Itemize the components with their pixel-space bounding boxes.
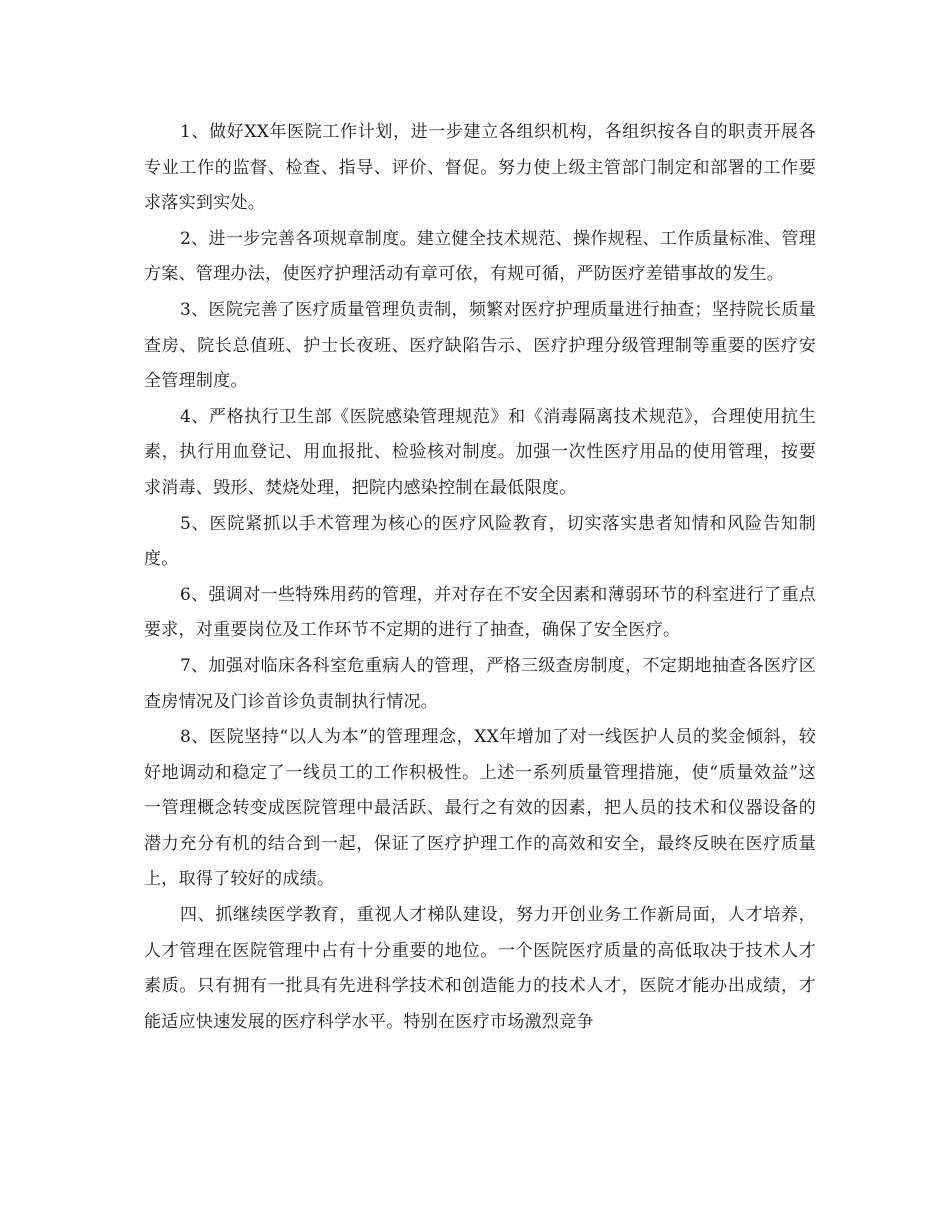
paragraph-5: 5、医院紧抓以手术管理为核心的医疗风险教育，切实落实患者知情和风险告知制度。 [144,513,816,570]
paragraph-6: 6、强调对一些特殊用药的管理，并对存在不安全因素和薄弱环节的科室进行了重点要求，对重要岗位及工作环节不定期的进行了抽查，确保了安全医疗。 [144,584,816,641]
paragraph-7: 7、加强对临床各科室危重病人的管理，严格三级查房制度，不定期地抽查各医疗区查房情况及门诊首诊负责制执行情况。 [144,655,816,712]
paragraph-1: 1、做好XX年医院工作计划，进一步建立各组织机构，各组织按各自的职责开展各专业工作的监督、检查、指导、评价、督促。努力使上级主管部门制定和部署的工作要求落实到实处。 [144,122,816,214]
paragraph-8: 8、医院坚持“以人为本”的管理理念，XX年增加了对一线医护人员的奖金倾斜，较好地调动和稳定了一线员工的工作积极性。上述一系列质量管理措施，使“质量效益”这一管理概念转变成医院管理中最活跃、最行之有效的因素，把人员的技术和仪器设备的潜力充分有机的结合到一起，保证了医疗护理工作的高效和安全，最终反映在医疗质量上，取得了较好的成绩。 [144,727,816,890]
paragraph-3: 3、医院完善了医疗质量管理负责制，频繁对医疗护理质量进行抽查；坚持院长质量查房、院长总值班、护士长夜班、医疗缺陷告示、医疗护理分级管理制等重要的医疗安全管理制度。 [144,299,816,392]
paragraph-9: 四、抓继续医学教育，重视人才梯队建设，努力开创业务工作新局面，人才培养，人才管理在医院管理中占有十分重要的地位。一个医院医疗质量的高低取决于技术人才素质。只有拥有一批具有先进科学技术和创造能力的技术人才，医院才能办出成绩，才能适应快速发展的医疗科学水平。特别在医疗市场激烈竞争 [144,905,816,1032]
paragraph-2: 2、进一步完善各项规章制度。建立健全技术规范、操作规程、工作质量标准、管理方案、管理办法，使医疗护理活动有章可依，有规可循，严防医疗差错事故的发生。 [144,228,816,285]
paragraph-4: 4、严格执行卫生部《医院感染管理规范》和《消毒隔离技术规范》，合理使用抗生素，执行用血登记、用血报批、检验核对制度。加强一次性医疗用品的使用管理，按要求消毒、毁形、焚烧处理，把院内感染控制在最低限度。 [144,406,816,498]
document-body [144,115,816,1040]
